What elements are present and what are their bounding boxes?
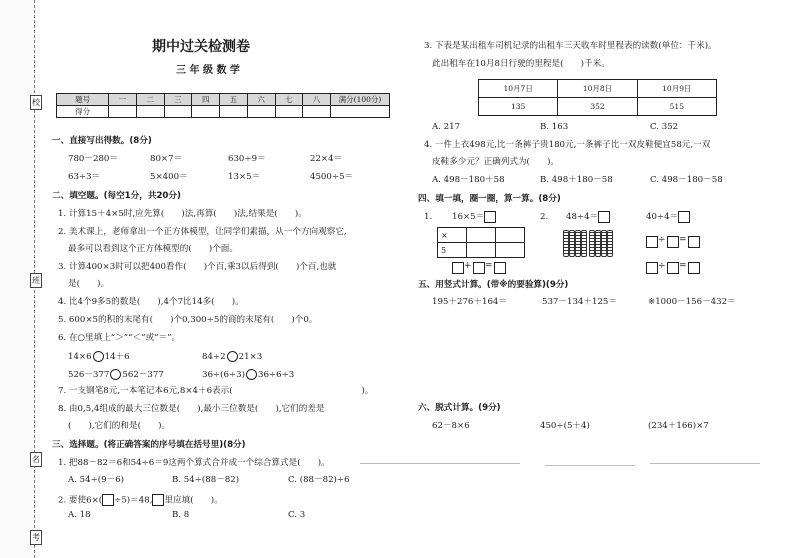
s1-item: 13×5＝ [228,172,261,182]
answer-box[interactable] [667,236,679,248]
s1-item: 4500÷5＝ [310,172,354,182]
compare-left: 14×6 [68,352,92,362]
compare-circle[interactable] [246,369,257,380]
s2-question-8: 8. 由0,5,4组成的最大三位数是( ),最小三位数是( ),它们的差是 [58,404,325,414]
answer-box[interactable] [102,494,114,506]
answer-box[interactable] [494,262,506,274]
s2-question-8-cont: ( ),它们的和是( )。 [68,421,171,431]
score-header-row [57,94,390,106]
scan-mark [360,463,520,464]
score-cell[interactable] [247,106,275,118]
score-row-label: 得分 [57,106,109,118]
step-calc-item: 62－8×6 [432,421,470,431]
score-cell[interactable] [303,106,331,118]
s3-question-4: 4. 一件上衣498元,比一条裤子贵180元,一条裤子比一双皮鞋便宜58元,一双 [424,140,711,150]
section-2-title: 二、填空题。(每空1分，共20分) [52,191,181,201]
s1-item: 630÷9＝ [228,154,266,164]
score-head-cell: 一 [109,94,137,106]
s2-question-2: 2. 美术课上，老师拿出一个正方体模型，让同学们素描，从一个方向观察它, [58,227,347,237]
option-c[interactable]: C. (88－82)÷6 [288,475,350,485]
compare-item [202,351,262,362]
mileage-date: 10月8日 [558,80,637,98]
multiplication-grid [437,227,525,258]
s3-question-2 [58,494,223,506]
answer-box[interactable] [598,211,610,223]
score-cell[interactable] [164,106,192,118]
option-c[interactable]: C. 498－180－58 [650,175,723,185]
score-head-cell: 满分(100分) [331,94,390,106]
compare-circle[interactable] [227,351,238,362]
vertical-calc-item: 195＋276＋164＝ [432,297,507,307]
answer-box[interactable] [473,262,485,274]
s4-expr-3: 40÷4＝ [646,212,679,222]
compare-item [202,369,294,380]
s1-item: 63÷3＝ [68,172,101,182]
option-a[interactable]: A. 54÷(9－6) [68,475,125,485]
option-b[interactable]: B. 163 [540,122,569,132]
score-cell[interactable] [220,106,248,118]
grid-cell[interactable] [496,243,525,258]
step-calc-item: (234＋166)×7 [648,421,709,431]
equals-sign: = [679,261,687,271]
s2-question-5: 5. 600×5的积的末尾有( )个0,300÷5的商的末尾有( )个0。 [58,315,318,325]
score-head-cell: 三 [164,94,192,106]
s2-question-6: 6. 在○里填上“＞”“＜”或“＝”。 [58,333,181,343]
vertical-calc-item: 537－134＋125＝ [542,297,617,307]
s4-expr-1: 16×5＝ [452,212,485,222]
answer-box[interactable] [152,494,164,506]
answer-box[interactable] [452,262,464,274]
section-3-title: 三、选择题。(将正确答案的序号填在括号里)(8分) [52,440,246,450]
s1-item: 22×4＝ [310,154,343,164]
side-char: 考 [30,530,42,545]
score-head-cell: 题号 [57,94,109,106]
compare-left: 526－377 [68,370,110,380]
answer-box[interactable] [484,211,496,223]
s4-expr-2: 48÷4＝ [566,212,599,222]
option-a[interactable]: A. 498－180＋58 [432,175,505,185]
stick-icon [581,230,587,257]
compare-right: 21×3 [238,352,263,362]
s4-part-2-label: 2. [540,212,549,222]
s1-item: 80×7＝ [150,154,183,164]
equals-sign: = [485,261,493,271]
page-title: 期中过关检测卷 [152,39,250,55]
compare-left: 36÷(6÷3) [202,370,245,380]
score-cell[interactable] [192,106,220,118]
s1-item: 780－280＝ [68,154,118,164]
grid-cell[interactable] [496,228,525,243]
s3-question-4-cont: 皮鞋多少元？正确列式为( )。 [432,157,560,167]
divide-sign: ÷ [658,235,666,245]
mileage-date: 10月7日 [479,80,558,98]
q2-text-post: 里应填( )。 [164,495,223,506]
option-b[interactable]: B. 8 [172,510,190,520]
q2-text-pre: 2. 要使6×( [58,495,103,506]
s2-question-1: 1. 计算15＋4×5时,应先算( )法,再算( )法,结果是( )。 [58,209,307,219]
side-char: 名 [30,452,42,467]
grid-cell[interactable] [467,243,496,258]
answer-box[interactable] [678,211,690,223]
step-calc-item: 450÷(5＋4) [540,421,590,431]
answer-box[interactable] [646,236,658,248]
mileage-value: 135 [479,98,558,116]
section-6-title: 六、脱式计算。(9分) [418,403,501,413]
score-head-cell: 七 [275,94,303,106]
score-head-cell: 五 [220,94,248,106]
q2-text-mid: ÷5)＝48, [114,495,153,506]
s2-question-4: 4. 比4个9多5的数是( ),4个7比14多( )。 [58,297,244,307]
grid-cell: 5 [438,243,467,258]
s2-question-3-cont: 是( )。 [68,279,110,289]
answer-box[interactable] [688,236,700,248]
scan-mark [545,465,635,466]
divide-sign: ÷ [658,261,666,271]
s2-question-7: 7. 一支钢笔8元,一本笔记本6元,8×4＋6表示( )。 [58,386,374,396]
option-b[interactable]: B. 498＋180－58 [540,175,613,185]
s4-part-1-label: 1. [424,212,433,222]
mileage-dates [479,80,717,98]
answer-box[interactable] [688,262,700,274]
mileage-value: 515 [637,98,716,116]
s3-question-1: 1. 把88－82＝6和54÷6＝9这两个算式合并成一个综合算式是( )。 [58,458,330,468]
grid-cell: × [438,228,467,243]
score-head-cell: 二 [136,94,164,106]
scan-mark [650,463,760,464]
mileage-values [479,98,717,116]
mileage-value: 352 [558,98,637,116]
option-c[interactable]: C. 352 [650,122,679,132]
answer-box[interactable] [646,262,658,274]
stick-icon [607,230,613,257]
side-char: 校 [30,95,42,110]
compare-right: 14＋6 [104,352,130,362]
compare-item [68,369,164,380]
score-head-cell: 六 [247,94,275,106]
page-subtitle: 三 年 级 数 学 [176,65,240,76]
option-a[interactable]: A. 18 [68,510,91,520]
plus-sign: + [464,261,472,271]
s2-question-3: 3. 计算400×3时可以把400看作( )个百,乘3以后得到( )个百,也就 [58,262,337,272]
score-table [56,93,390,118]
section-1-title: 一、直接写出得数。(8分) [52,136,152,146]
mileage-table [478,79,717,116]
vertical-calc-item: ※1000－156－432＝ [648,297,736,307]
grid-cell[interactable] [467,228,496,243]
answer-box[interactable] [667,262,679,274]
option-c[interactable]: C. 3 [288,510,306,520]
s2-question-2-cont: 最多可以看到这个正方体模型的( )个面。 [68,244,238,254]
side-char: 班 [30,273,42,288]
compare-circle[interactable] [93,351,104,362]
compare-right: 36÷6÷3 [257,370,295,380]
score-cell[interactable] [136,106,164,118]
section-5-title: 五、用竖式计算。(带※的要验算)(9分) [418,280,569,290]
score-head-cell: 四 [192,94,220,106]
score-cell[interactable] [109,106,137,118]
option-a[interactable]: A. 217 [432,122,461,132]
equals-sign: = [679,235,687,245]
compare-circle[interactable] [110,369,121,380]
score-cell[interactable] [331,106,390,118]
compare-item [68,351,130,362]
mileage-date: 10月9日 [637,80,716,98]
s1-item: 5×400＝ [150,172,188,182]
score-row [57,106,390,118]
option-b[interactable]: B. 54÷(88－82) [172,475,240,485]
compare-left: 84÷2 [202,352,226,362]
section-4-title: 四、填一填，圈一圈，算一算。(8分) [418,194,561,204]
compare-right: 562－377 [122,370,164,380]
score-head-cell: 八 [303,94,331,106]
score-cell[interactable] [275,106,303,118]
s3-question-3: 3. 下表是某出租车司机记录的出租车三天收车时里程表的读数(单位：千米)。 [424,41,717,51]
s3-question-3-cont: 此出租车在10月8日行驶的里程是( )千米。 [432,59,610,69]
